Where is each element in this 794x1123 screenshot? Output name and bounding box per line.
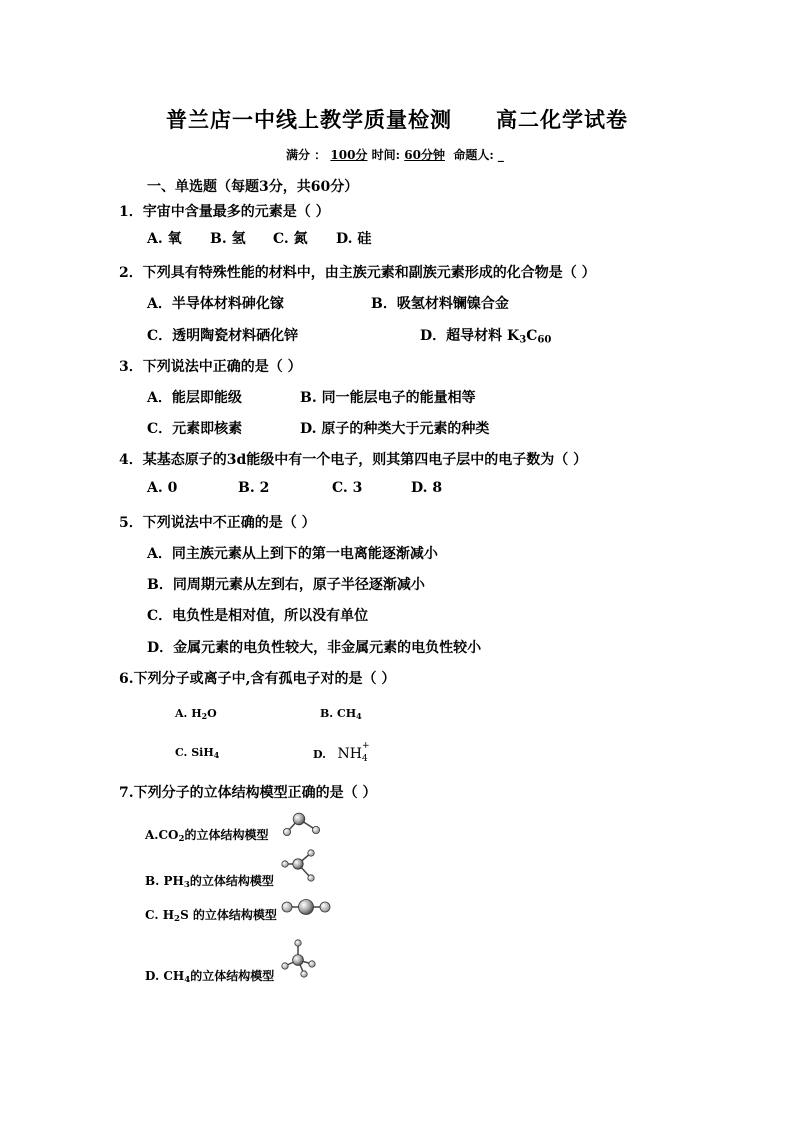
q6-option-d: D. NH + 4 [313,741,370,764]
q5-option-b: B．同周期元素从左到右，原子半径逐渐减小 [147,577,425,593]
q1-option-a: A. 氧 [147,231,182,247]
question-7-stem: 7.下列分子的立体结构模型正确的是（ ） [119,785,377,801]
exam-title [0,104,794,134]
author-label: 命题人: _ [453,148,504,162]
question-3-stem: 3．下列说法中正确的是（ ） [119,359,302,375]
q3-option-a: A．能层即能级 [147,390,242,406]
q2-option-b: B．吸氢材料镧镍合金 [371,296,509,312]
q6-option-c: C. SiH$_4$ [175,746,220,760]
time-value: 60分钟 [404,148,445,162]
q2-option-a: A．半导体材料砷化镓 [147,296,284,312]
q7-option-c: C. $H_2S$ 的立体结构模型 [145,908,277,925]
question-4-stem: 4．某基态原子的3d能级中有一个电子，则其第四电子层中的电子数为（ ） [119,452,588,468]
q7-option-d: D. $CH_4$的立体结构模型 [145,969,275,986]
q6-option-a: A. $H_2O$ [175,707,217,721]
q4-option-d: D. 8 [411,480,443,496]
q5-option-c: C．电负性是相对值，所以没有单位 [147,608,369,624]
ammonium-formula: NH + 4 [337,741,370,764]
q4-option-c: C. 3 [332,480,363,496]
question-2-stem: 2．下列具有特殊性能的材料中，由主族元素和副族元素形成的化合物是（ ） [119,265,596,281]
full-score-value: 100分 [330,148,368,162]
q3-option-d: D. 原子的种类大于元素的种类 [300,421,490,437]
full-score-label: 满分 ： [286,148,327,162]
q1-option-b: B. 氢 [210,231,246,247]
exam-meta [286,146,504,163]
q3-option-c: C．元素即核素 [147,421,243,437]
q1-option-d: D. 硅 [336,231,372,247]
question-6-stem: 6.下列分子或离子中,含有孤电子对的是（ ） [119,671,396,687]
ph3-planar-model-icon [279,847,319,885]
h2s-linear-model-icon [280,898,332,916]
q5-option-a: A．同主族元素从上到下的第一电离能逐渐减小 [147,546,438,562]
q4-option-a: A. 0 [147,480,178,496]
q3-option-b: B. 同一能层电子的能量相等 [300,390,476,406]
q2-option-c: C．透明陶瓷材料硒化锌 [147,328,299,344]
q5-option-d: D．金属元素的电负性较大，非金属元素的电负性较小 [147,640,482,656]
q4-option-b: B. 2 [238,480,270,496]
question-1-stem: 1．宇宙中含量最多的元素是（ ） [119,204,330,220]
exam-subject: 高二化学试卷 [496,107,628,132]
q6-option-b: B. $CH_4$ [320,707,362,721]
section-heading: 一、单选题（每题3分，共60分） [147,179,359,195]
q1-option-c: C. 氮 [273,231,308,247]
q7-option-b: B. $PH_3$的立体结构模型 [145,874,274,891]
question-5-stem: 5．下列说法中不正确的是（ ） [119,515,316,531]
time-label: 时间: [371,148,401,162]
ch4-tetrahedral-model-icon [280,937,322,981]
q7-option-a: $A.CO_2$的立体结构模型 [145,828,269,845]
school-title: 普兰店一中线上教学质量检测 [166,107,452,132]
co2-bent-model-icon [279,811,324,841]
q2-option-d: D．超导材料 $K_3C_{60}$ [420,328,552,346]
